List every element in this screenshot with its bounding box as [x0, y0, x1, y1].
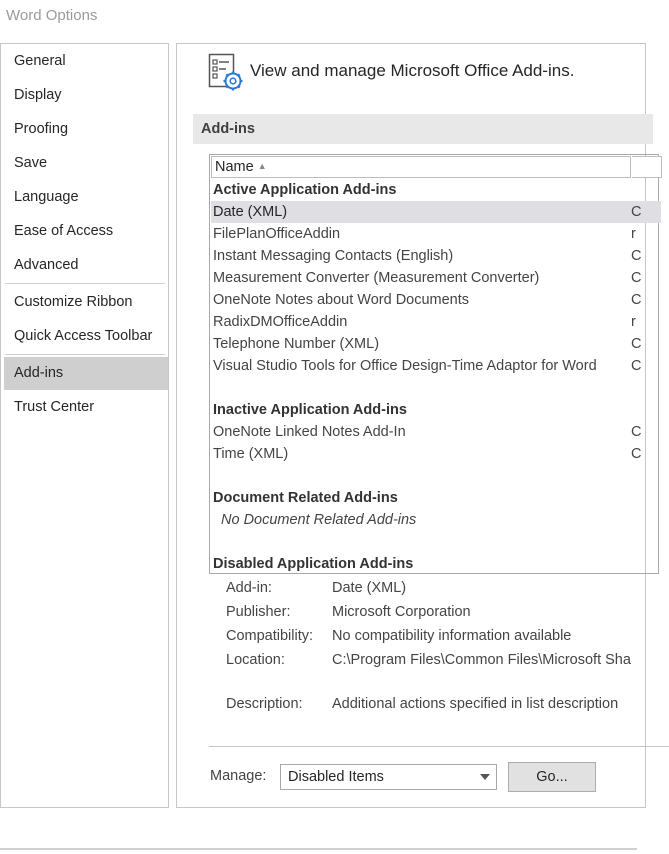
column-header-name[interactable] [211, 156, 631, 178]
list-item[interactable] [211, 267, 661, 289]
addin-name: Instant Messaging Contacts (English) [213, 248, 454, 264]
addin-name: Visual Studio Tools for Office Design-Time Adaptor for Word [213, 358, 597, 374]
detail-label-compatibility: Compatibility: [226, 628, 314, 644]
list-item[interactable] [211, 245, 661, 267]
nav-item-add-ins[interactable]: Add-ins [4, 357, 168, 390]
detail-value-compatibility: No compatibility information available [332, 628, 572, 644]
group-header: Document Related Add-ins [213, 490, 398, 506]
addin-location: C [631, 358, 642, 374]
nav-separator [5, 354, 165, 355]
addin-name: OneNote Linked Notes Add-In [213, 424, 406, 440]
addins-settings-icon [208, 53, 246, 93]
chevron-down-icon [480, 774, 490, 780]
addin-location: C [631, 292, 642, 308]
window-title: Word Options [6, 7, 98, 24]
nav-separator [5, 283, 165, 284]
addin-location: C [631, 424, 642, 440]
addin-name: OneNote Notes about Word Documents [213, 292, 470, 308]
addin-name: RadixDMOfficeAddin [213, 314, 348, 330]
nav-item-advanced[interactable]: Advanced [14, 257, 79, 273]
list-item[interactable] [211, 333, 661, 355]
detail-value-addin: Date (XML) [332, 580, 407, 596]
detail-label-addin: Add-in: [226, 580, 272, 596]
group-header: Disabled Application Add-ins [213, 556, 414, 572]
addin-name: Measurement Converter (Measurement Converter) [213, 270, 540, 286]
list-item[interactable] [211, 201, 661, 223]
list-item[interactable] [211, 311, 661, 333]
manage-select[interactable] [280, 764, 497, 790]
options-nav [0, 43, 169, 808]
column-header-location[interactable] [632, 156, 662, 178]
group-header: Inactive Application Add-ins [213, 402, 407, 418]
nav-item-trust-center[interactable]: Trust Center [14, 399, 95, 415]
nav-item-save[interactable]: Save [14, 155, 48, 171]
addins-panel [176, 43, 646, 808]
detail-value-description: Additional actions specified in list description [332, 696, 619, 712]
dialog-bottom-border [0, 848, 637, 850]
addin-location: C [631, 446, 642, 462]
addin-name: Time (XML) [213, 446, 289, 462]
addin-location: r [631, 314, 636, 330]
manage-selected-value: Disabled Items [288, 769, 384, 785]
list-item[interactable] [211, 421, 661, 443]
detail-label-location: Location: [226, 652, 285, 668]
nav-item-display[interactable]: Display [14, 87, 62, 103]
list-item[interactable] [211, 223, 661, 245]
sort-ascending-icon: ▲ [257, 161, 267, 171]
section-header-addins: Add-ins [193, 114, 653, 144]
addin-location: r [631, 226, 636, 242]
detail-label-description: Description: [226, 696, 303, 712]
nav-item-language[interactable]: Language [14, 189, 79, 205]
nav-item-proofing[interactable]: Proofing [14, 121, 69, 137]
go-button[interactable]: Go... [508, 762, 596, 792]
addin-location: C [631, 270, 642, 286]
nav-item-quick-access-toolbar[interactable]: Quick Access Toolbar [14, 328, 153, 344]
empty-message: No Document Related Add-ins [221, 512, 417, 528]
nav-item-general[interactable]: General [14, 53, 66, 69]
addin-name: Date (XML) [213, 204, 288, 220]
nav-item-customize-ribbon[interactable]: Customize Ribbon [14, 294, 133, 310]
detail-value-publisher: Microsoft Corporation [332, 604, 471, 620]
list-item[interactable] [211, 355, 661, 377]
divider [209, 746, 669, 747]
addin-location: C [631, 336, 642, 352]
addins-list[interactable] [209, 154, 659, 574]
addin-name: FilePlanOfficeAddin [213, 226, 341, 242]
addin-location: C [631, 204, 642, 220]
detail-label-publisher: Publisher: [226, 604, 291, 620]
column-header-label: Name ▲ [215, 159, 267, 175]
group-header: Active Application Add-ins [213, 182, 397, 198]
list-item[interactable] [211, 289, 661, 311]
nav-item-ease-of-access[interactable]: Ease of Access [14, 223, 114, 239]
addin-location: C [631, 248, 642, 264]
list-item[interactable] [211, 443, 661, 465]
manage-label: Manage: [210, 768, 267, 784]
detail-value-location: C:\Program Files\Common Files\Microsoft Sha [332, 652, 631, 668]
addin-name: Telephone Number (XML) [213, 336, 380, 352]
page-title: View and manage Microsoft Office Add-ins. [250, 61, 575, 80]
